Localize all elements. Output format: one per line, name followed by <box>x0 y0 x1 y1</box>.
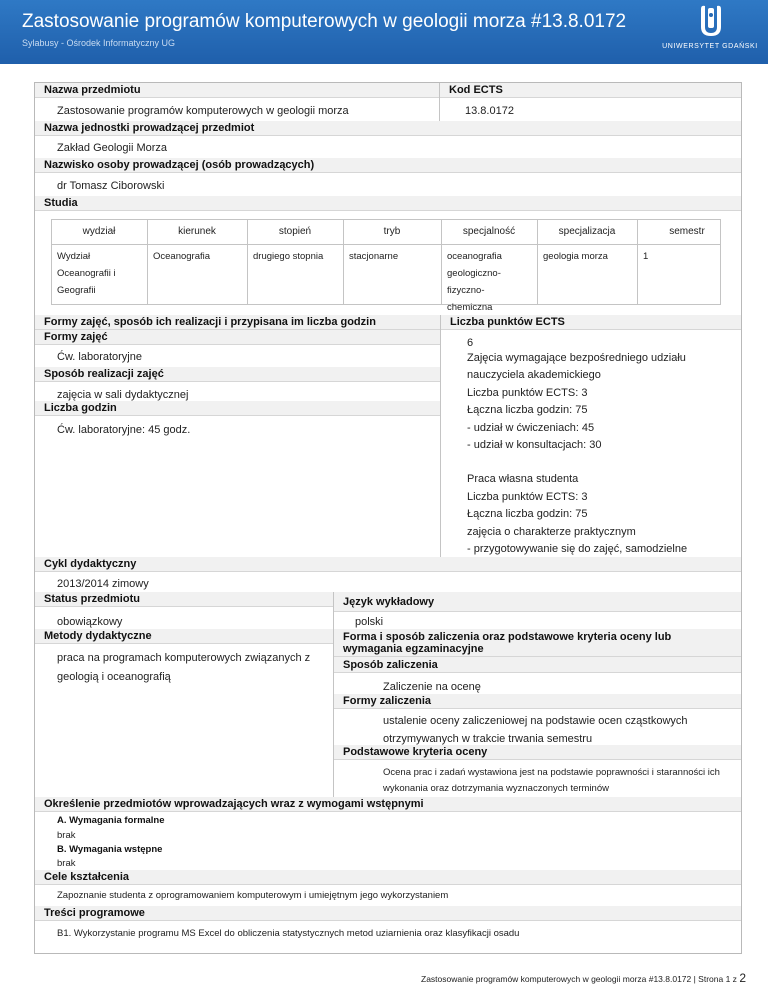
forms-section-label: Formy zajęć, sposób ich realizacji i przypisana im liczba godzin <box>35 315 440 330</box>
lecturer-label: Nazwisko osoby prowadzącej (osób prowadzących) <box>35 158 741 173</box>
formal-requirements-label: A. Wymagania formalne <box>57 815 165 826</box>
forms-label: Formy zajęć <box>35 330 440 345</box>
hours-label: Liczba godzin <box>35 401 440 416</box>
status-value: obowiązkowy <box>57 616 123 628</box>
logo-text: UNIWERSYTET GDAŃSKI <box>662 43 758 50</box>
col-header-semestr: semestr <box>669 226 705 237</box>
university-logo <box>660 5 760 57</box>
learning-goals-value: Zapoznanie studenta z oprogramowaniem komputerowym i umiejętnym jego wykorzystaniem <box>57 890 449 901</box>
col-header-specjalnosc: specjalność <box>462 226 516 237</box>
university-crest-icon <box>696 5 726 37</box>
col-header-kierunek: kierunek <box>178 226 216 237</box>
learning-goals-label: Cele kształcenia <box>35 870 741 885</box>
criteria-label: Podstawowe kryteria oceny <box>334 745 741 760</box>
col-header-wydzial: wydział <box>82 226 116 237</box>
col-header-tryb: tryb <box>383 226 401 237</box>
method-label: Sposób realizacji zajęć <box>35 367 440 382</box>
cell-tryb: stacjonarne <box>349 251 399 262</box>
prerequisites-label: Określenie przedmiotów wprowadzających wraz z wymogami wstępnymi <box>35 797 741 812</box>
criteria-value: Ocena prac i zadań wystawiona jest na podstawie poprawności i staranności ich wykonania oraz dotrzymania wyznaczonych terminów <box>383 767 720 794</box>
assessment-method-value: Zaliczenie na ocenę <box>383 681 481 693</box>
course-name-value: Zastosowanie programów komputerowych w geologii morza <box>57 105 349 117</box>
ects-points-label: Liczba punktów ECTS <box>441 315 741 330</box>
assessment-forms-label: Formy zaliczenia <box>334 694 741 709</box>
col-header-specjalizacja: specjalizacja <box>558 226 616 237</box>
divider <box>439 83 440 121</box>
language-value: polski <box>355 616 384 628</box>
col-header-stopien: stopień <box>278 226 312 237</box>
language-label: Język wykładowy <box>334 592 741 612</box>
hours-value: Ćw. laboratoryjne: 45 godz. <box>57 424 191 436</box>
assessment-method-label: Sposób zaliczenia <box>334 657 741 673</box>
status-label: Status przedmiotu <box>35 592 333 607</box>
cycle-value: 2013/2014 zimowy <box>57 578 149 590</box>
method-value: zajęcia w sali dydaktycznej <box>57 389 189 401</box>
ects-details: Zajęcia wymagające bezpośredniego udziału nauczyciela akademickiego Liczba punktów ECTS: 3 Łączna liczba godzin: 75 - udział w ćwiczeniach: 45 - udział w konsultacjach: 30 Praca własna studenta Liczba punktów ECTS: 3 Łączna liczba godzin: 75 zajęcia o charakterze praktycznym - przygotowywanie się do zajęć, samodzielne <box>467 352 688 556</box>
syllabus-form <box>34 82 742 954</box>
ects-code-label: Kod ECTS <box>440 83 741 98</box>
didactic-methods-value: praca na programach komputerowych związanych z geologią i oceanografią <box>57 652 311 683</box>
forms-value: Ćw. laboratoryjne <box>57 351 142 363</box>
didactic-methods-label: Metody dydaktyczne <box>35 629 333 644</box>
ects-points-value: 6 <box>467 337 474 349</box>
footer-text: Zastosowanie programów komputerowych w geologii morza #13.8.0172 | Strona 1 z <box>421 974 737 984</box>
cell-semestr: 1 <box>643 251 649 262</box>
studies-label: Studia <box>35 196 741 211</box>
assessment-label: Forma i sposób zaliczenia oraz podstawowe kryteria oceny lub wymagania egzaminacyjne <box>334 629 741 657</box>
cell-stopien: drugiego stopnia <box>253 251 324 262</box>
assessment-forms-value: ustalenie oceny zaliczeniowej na podstawie ocen cząstkowych otrzymywanych w trakcie trwania semestru <box>383 715 688 745</box>
formal-requirements-value: brak <box>57 830 76 841</box>
course-name-label: Nazwa przedmiotu <box>35 83 439 98</box>
studies-table <box>51 219 741 313</box>
page-header <box>0 0 768 64</box>
program-content-label: Treści programowe <box>35 906 741 921</box>
page-footer <box>421 971 746 985</box>
ects-code-value: 13.8.0172 <box>465 105 514 117</box>
cell-specjalizacja: geologia morza <box>543 251 608 262</box>
page-subtitle: Sylabusy - Ośrodek Informatyczny UG <box>22 38 176 48</box>
footer-total-pages: 2 <box>739 971 746 985</box>
entry-requirements-value: brak <box>57 858 76 869</box>
cycle-label: Cykl dydaktyczny <box>35 557 741 572</box>
lecturer-value: dr Tomasz Ciborowski <box>57 180 165 192</box>
entry-requirements-label: B. Wymagania wstępne <box>57 844 163 855</box>
unit-value: Zakład Geologii Morza <box>57 142 168 154</box>
cell-wydzial: Wydział Oceanografii i Geografii <box>57 251 116 296</box>
cell-kierunek: Oceanografia <box>153 251 211 262</box>
unit-label: Nazwa jednostki prowadzącej przedmiot <box>35 121 741 136</box>
program-content-value: B1. Wykorzystanie programu MS Excel do obliczenia statystycznych metod uziarnienia oraz klasyfikacji osadu <box>57 928 520 939</box>
cell-specjalnosc: oceanografia geologiczno- fizyczno- chemiczna <box>447 251 502 313</box>
page-title: Zastosowanie programów komputerowych w geologii morza #13.8.0172 <box>22 11 627 32</box>
